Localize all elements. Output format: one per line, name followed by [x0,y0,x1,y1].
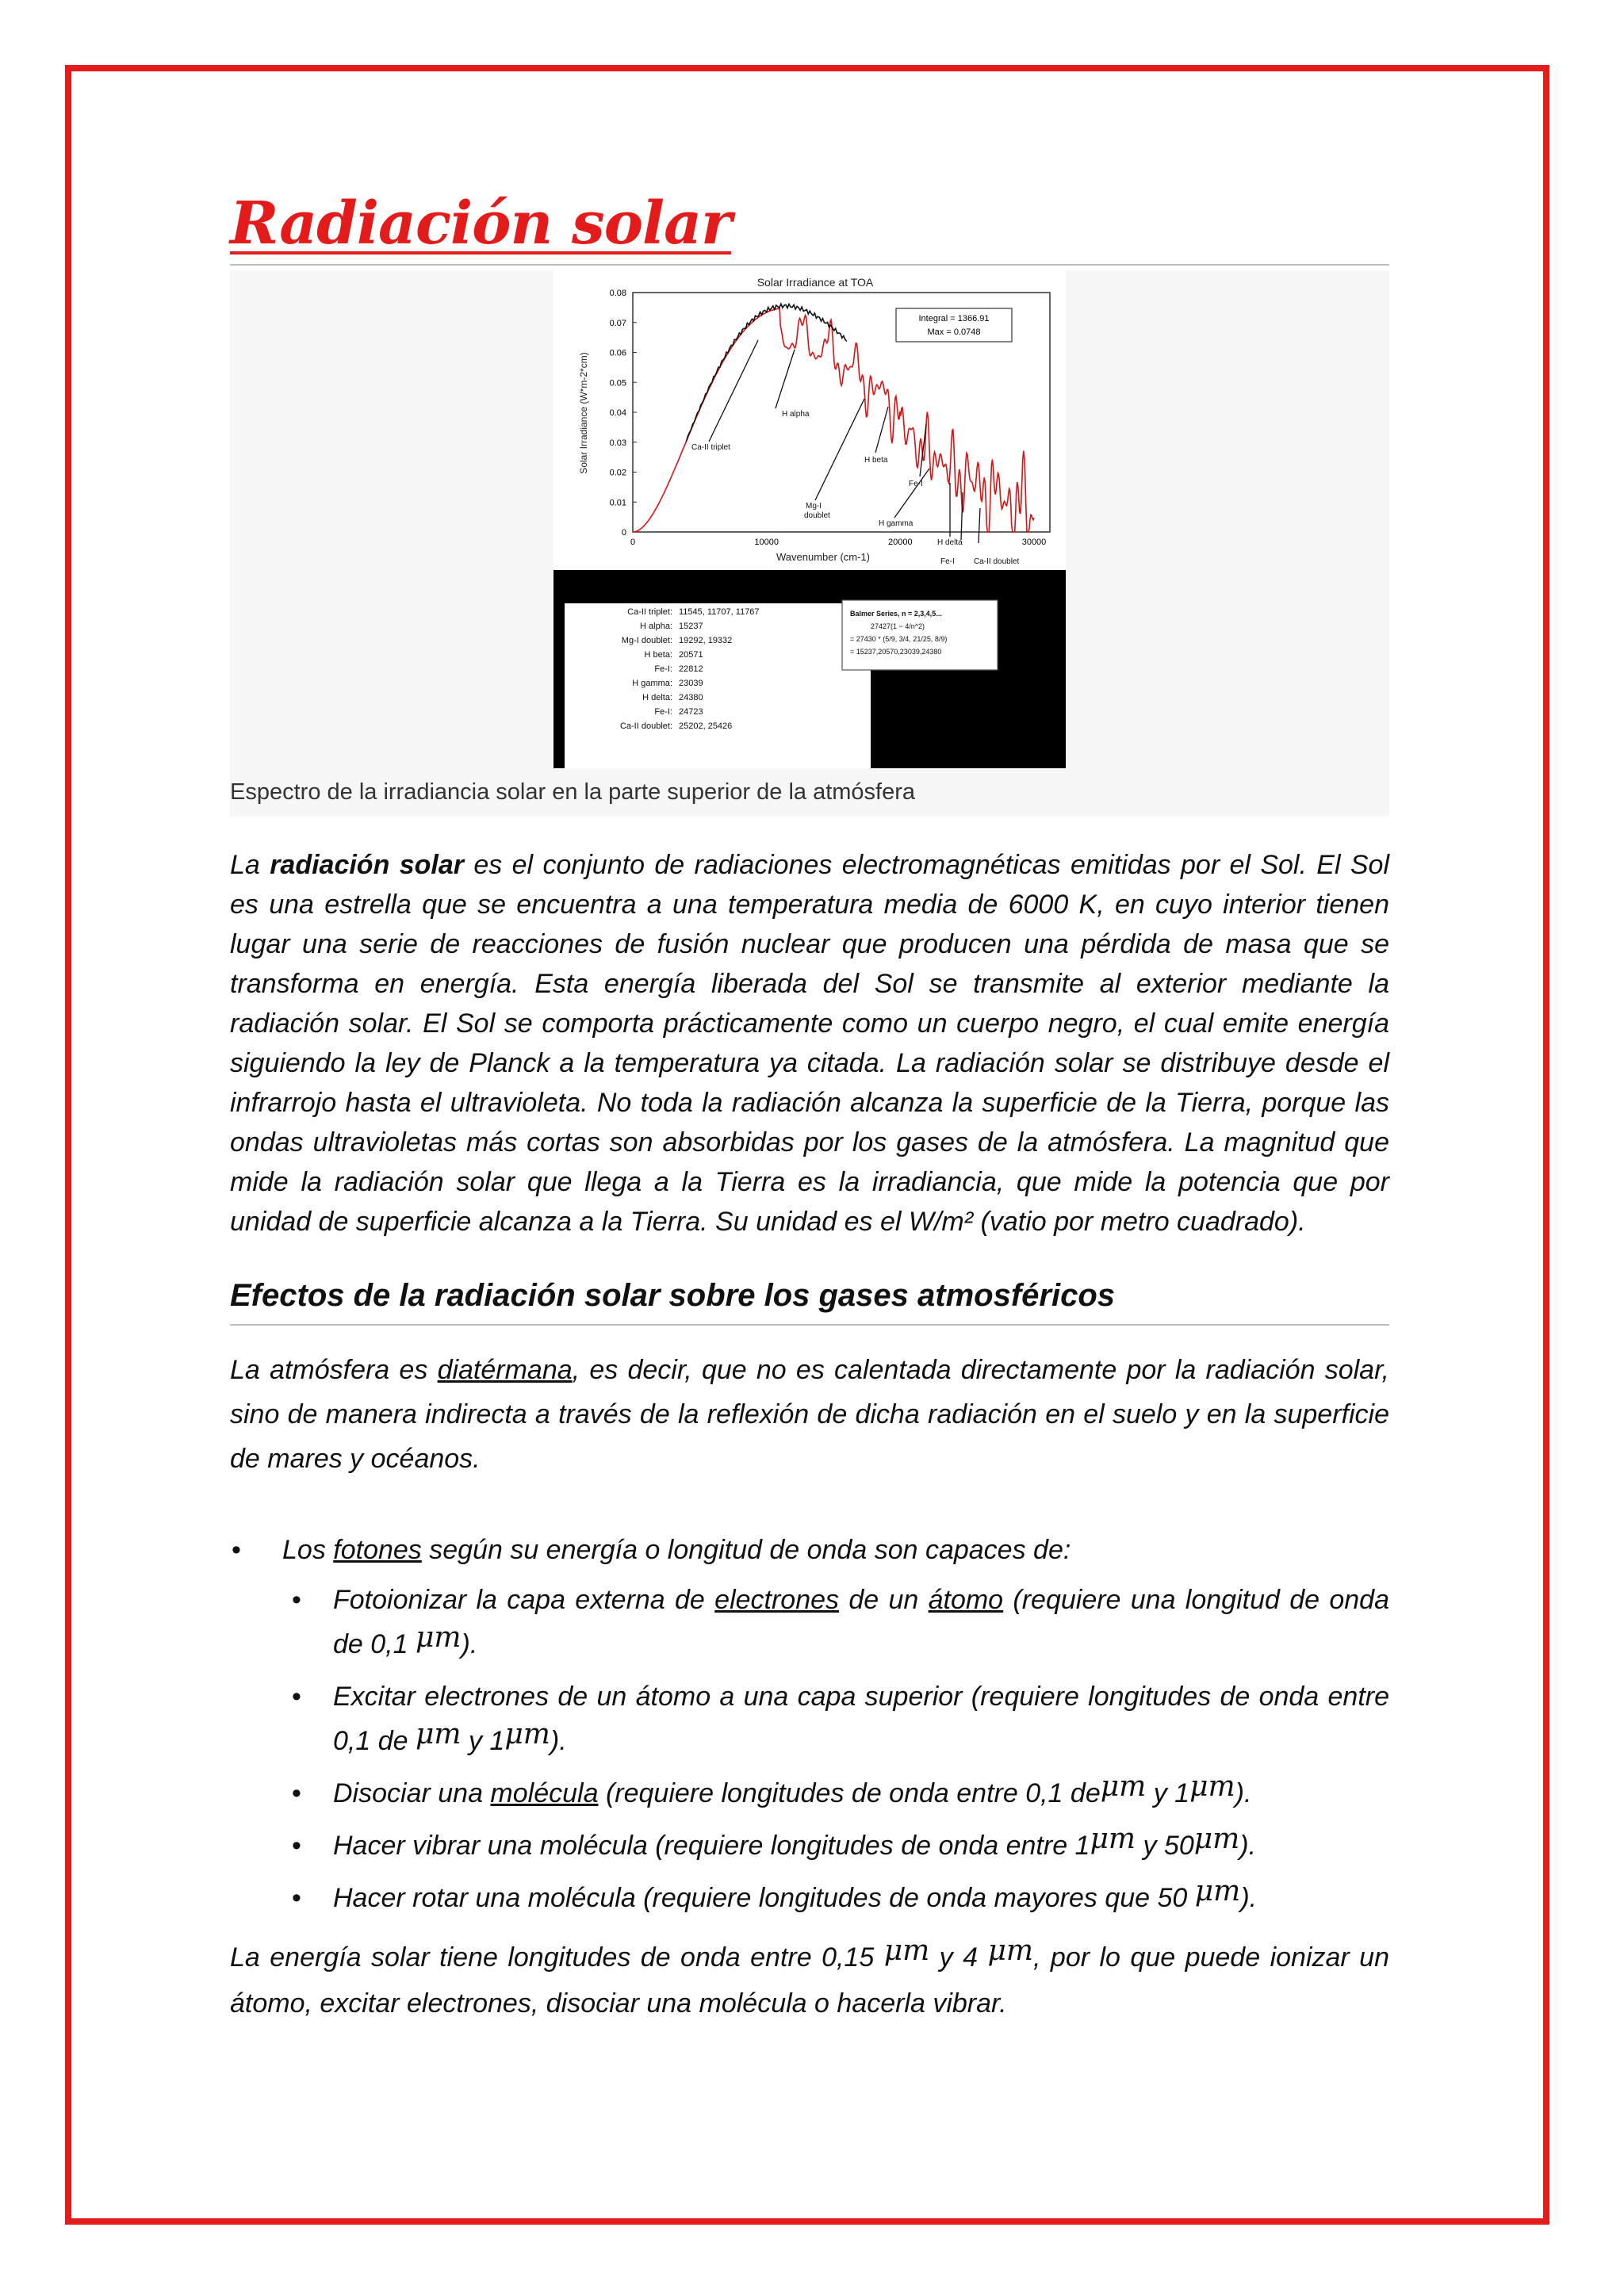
table-line-value: 23039 [679,679,703,689]
y-tick-label: 0.05 [609,378,626,388]
label-h-alpha: H alpha [782,410,810,419]
table-line-name: Fe-I: [654,707,672,718]
table-line-value: 25202, 25426 [679,721,733,732]
table-line-name: H gamma: [632,679,672,689]
para2-a: La atmósfera es [230,1355,438,1386]
item-text: Fotoionizar la capa externa de [333,1585,715,1616]
integral-text: Integral = 1366.91 [918,314,990,324]
item-text: y 1 [1146,1778,1190,1809]
label-fe-1: Fe-I [909,480,923,489]
item-text: (requiere una longitud de onda de 0,1 [333,1585,1389,1660]
label-ca-triplet: Ca-II triplet [691,443,730,453]
figure-caption: Espectro de la irradiancia solar en la parte superior de la atmósfera [230,779,916,806]
micrometer-symbol: μm [1100,1770,1147,1804]
fotones-link[interactable]: fotones [333,1535,422,1566]
label-ca-doublet: Ca-II doublet [974,557,1020,567]
list-item [282,1823,1389,1868]
micrometer-symbol: μm [1189,1770,1235,1804]
balmer-line-4: = 15237,20570,23039,24380 [850,648,942,656]
x-axis-label: Wavenumber (cm-1) [776,551,870,564]
spectrum-chart [553,270,1066,768]
label-mg-doublet-2: doublet [804,511,830,521]
table-line-name: Ca-II doublet: [619,721,672,732]
max-text: Max = 0.0748 [927,327,981,338]
micrometer-symbol: μm [1090,1823,1136,1856]
intro-paragraph [230,845,1389,1242]
label-h-beta: H beta [864,456,888,465]
table-line-value: 20571 [679,650,703,660]
item-text: de un [839,1585,929,1616]
balmer-line-3: = 27430 * (5/9, 3/4, 21/25, 8/9) [850,635,948,644]
table-line-name: Ca-II triplet: [627,607,672,618]
table-line-name: H beta: [644,650,672,660]
section-title: Efectos de la radiación solar sobre los gases atmosféricos [230,1278,1115,1314]
table-line-value: 24723 [679,707,703,718]
table-line-value: 15237 [679,622,703,632]
item-text: ). [1239,1831,1257,1862]
micrometer-symbol: μm [883,1934,930,1968]
lines-table [565,603,871,768]
micrometer-symbol: μm [1194,1875,1241,1908]
label-h-gamma: H gamma [879,519,914,529]
y-tick-label: 0.08 [609,289,626,299]
intro-rest: es el conjunto de radiaciones electromagnéticas emitidas por el Sol. El Sol es una estrella que se encuentra a una temperatura media de 6000 K, en cuyo interior tienen lugar una serie de reacciones de fusión nuclear que producen una pérdida de masa que se transforma en energía. Esta energía liberada del Sol se transmite al exterior mediante la radiación solar. El Sol se comporta prácticamente como un cuerpo negro, el cual emite energía siguiendo la ley de Planck a la temperatura ya citada. La radiación solar se distribuye desde el infrarrojo hasta el ultravioleta. No toda la radiación alcanza la superficie de la Tierra, porque las ondas ultravioletas más cortas son absorbidas por los gases de la atmósfera. La magnitud que mide la radiación solar que llega a la Tierra es la irradiancia, que mide la potencia que por unidad de superficie alcanza a la Tierra. Su unidad es el W/m² (vatio por metro cuadrado). [230,850,1390,1238]
item-text: Disociar una [333,1778,491,1809]
label-mg-doublet-1: Mg-I [806,502,822,511]
y-tick-label: 0.04 [609,408,626,419]
table-line-value: 24380 [679,693,703,703]
item-text: y 50 [1136,1831,1194,1862]
final-b: y 4 [929,1942,988,1973]
intro-bold-term: radiación solar [270,850,464,881]
y-tick-label: 0 [621,528,626,538]
x-tick-label: 10000 [754,538,779,548]
spectrum-image [553,270,1066,768]
table-line-name: Fe-I: [654,664,672,675]
final-c: , por lo que puede ionizar un átomo, excitar electrones, disociar una molécula o hacerla vibrar. [230,1942,1389,2019]
list-item [282,1674,1389,1763]
micrometer-symbol: μm [987,1934,1034,1968]
x-tick-label: 30000 [1021,538,1047,548]
label-h-delta: H delta [937,538,963,548]
y-tick-label: 0.01 [609,498,626,508]
atomo-link[interactable]: átomo [928,1585,1004,1616]
photon-list [230,1530,1389,1920]
list-item [230,1530,1389,1920]
list-item [282,1771,1389,1816]
section-divider [230,1324,1389,1326]
label-fe-2: Fe-I [940,557,955,567]
micrometer-symbol: μm [415,1718,462,1751]
item-text: Excitar electrones de un átomo a una capa superior (requiere longitudes de onda entre 0,1 de [333,1682,1389,1757]
item-text: Hacer rotar una molécula (requiere longitudes de onda mayores que 50 [333,1883,1195,1914]
x-tick-label: 20000 [888,538,913,548]
micrometer-symbol: μm [415,1621,462,1655]
x-tick-label: 0 [630,538,636,548]
item-text: ). [1235,1778,1252,1809]
electrones-link[interactable]: electrones [714,1585,840,1616]
diatermana-paragraph [230,1348,1389,1481]
photon-sublist [282,1578,1389,1920]
y-tick-label: 0.06 [609,348,626,358]
final-a: La energía solar tiene longitudes de onda entre 0,15 [230,1942,884,1973]
y-tick-label: 0.07 [609,318,626,328]
y-tick-label: 0.02 [609,468,626,478]
y-axis-label: Solar Irradiance (W*m-2*cm) [578,352,589,474]
page-title: Radiación solar [230,189,732,258]
micrometer-symbol: μm [1193,1823,1240,1856]
item-text: ). [550,1726,567,1757]
item-text: (requiere longitudes de onda entre 0,1 de [598,1778,1101,1809]
para2-b: , es decir, que no es calentada directamente por la radiación solar, sino de manera indirecta a través de la reflexión de dicha radiación en el suelo y en la superficie de mares y océanos. [230,1355,1389,1475]
list-item [282,1578,1389,1667]
table-line-name: H delta: [642,693,672,703]
item-text: ). [1240,1883,1258,1914]
list-intro-a: Los [282,1535,334,1566]
table-line-value: 11545, 11707, 11767 [679,607,760,618]
table-line-value: 19292, 19332 [679,636,733,646]
final-paragraph [230,1934,1389,2026]
table-line-name: Mg-I doublet: [621,636,672,646]
balmer-line-2: 27427(1 − 4/n^2) [871,622,925,631]
diatermana-link[interactable]: diatérmana [437,1355,573,1386]
chart-title: Solar Irradiance at TOA [756,276,874,289]
document-content [230,190,1389,2026]
molecula-link[interactable]: molécula [490,1778,599,1809]
table-line-value: 22812 [679,664,703,675]
item-text: ). [461,1629,478,1660]
table-line-name: H alpha: [640,622,672,632]
item-text: y 1 [461,1726,505,1757]
title-divider [230,264,1389,266]
intro-lead: La [230,850,270,881]
figure [230,270,1389,817]
micrometer-symbol: μm [504,1718,550,1751]
list-intro-b: según su energía o longitud de onda son capaces de: [421,1535,1071,1566]
y-tick-label: 0.03 [609,438,626,448]
list-item [282,1876,1389,1920]
balmer-line-1: Balmer Series, n = 2,3,4,5... [850,610,942,618]
item-text: Hacer vibrar una molécula (requiere longitudes de onda entre 1 [333,1831,1090,1862]
